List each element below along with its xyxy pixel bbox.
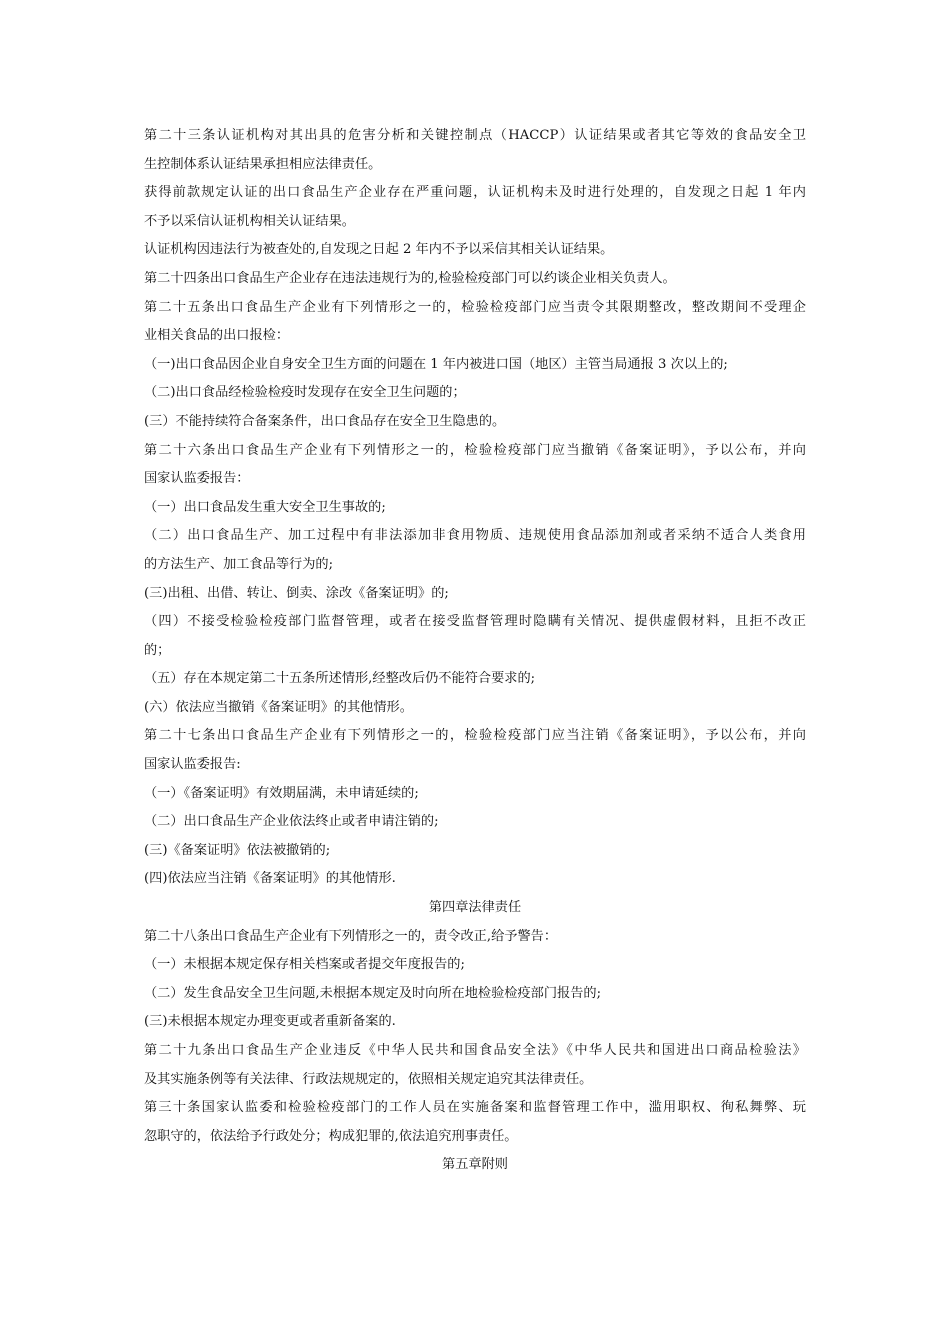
paragraph	[144, 951, 806, 980]
paragraph	[144, 837, 806, 866]
paragraph	[144, 980, 806, 1009]
paragraph-line: (三）不能持续符合备案条件，出口食品存在安全卫生隐患的。	[144, 413, 506, 429]
paragraph	[144, 179, 806, 236]
paragraph	[144, 722, 806, 779]
paragraph	[144, 494, 806, 523]
paragraph	[144, 694, 806, 723]
paragraph	[144, 351, 806, 380]
paragraph-line: (六）依法应当撤销《备案证明》的其他情形。	[144, 699, 413, 715]
paragraph-line: 第二十四条出口食品生产企业存在违法违规行为的,检验检疫部门可以约谈企业相关负责人。	[144, 270, 676, 286]
paragraph	[144, 608, 806, 665]
paragraph-line: （五）存在本规定第二十五条所述情形,经整改后仍不能符合要求的;	[144, 671, 536, 687]
paragraph	[144, 122, 806, 179]
paragraph-line: 生控制体系认证结果承担相应法律责任。	[144, 156, 382, 172]
paragraph-line: （四）不接受检验检疫部门监督管理，或者在接受监督管理时隐瞒有关情况、提供虚假材料，且拒不改正	[144, 614, 806, 630]
paragraph-line: 第二十八条出口食品生产企业有下列情形之一的，责令改正,给予警告：	[144, 928, 558, 944]
paragraph-line: 第三十条国家认监委和检验检疫部门的工作人员在实施备案和监督管理工作中，滥用职权、徇私舞弊、玩	[144, 1100, 806, 1116]
paragraph-line: (三)未根据本规定办理变更或者重新备案的.	[144, 1014, 396, 1030]
paragraph-line: 国家认监委报告:	[144, 757, 241, 773]
paragraph-line: 及其实施条例等有关法律、行政法规规定的，依照相关规定追究其法律责任。	[144, 1071, 593, 1087]
paragraph-line: （二）发生食品安全卫生问题,未根据本规定及时向所在地检验检疫部门报告的;	[144, 985, 602, 1001]
paragraph-line: （一）《备案证明》有效期届满，未申请延续的;	[144, 785, 419, 801]
paragraph	[144, 808, 806, 837]
chapter-heading	[144, 1151, 806, 1180]
paragraph-line: 第二十三条认证机构对其出具的危害分析和关键控制点（HACCP）认证结果或者其它等效的食品安全卫	[144, 128, 806, 143]
chapter-heading-text: 第五章附则	[442, 1157, 508, 1173]
paragraph	[144, 408, 806, 437]
paragraph-line: (三)出租、出借、转让、倒卖、涂改《备案证明》的;	[144, 585, 449, 601]
paragraph-line: （二）出口食品生产企业依法终止或者申请注销的;	[144, 814, 439, 830]
paragraph-line: (三)《备案证明》依法被撤销的;	[144, 842, 331, 858]
paragraph-line: （二）出口食品生产、加工过程中有非法添加非食用物质、违规使用食品添加剂或者采纳不适合人类食用	[144, 528, 806, 544]
paragraph	[144, 1094, 806, 1151]
paragraph	[144, 379, 806, 408]
document-page	[144, 122, 806, 1180]
paragraph	[144, 923, 806, 952]
paragraph	[144, 780, 806, 809]
paragraph-line: （二)出口食品经检验检疫时发现存在安全卫生问题的；	[144, 385, 466, 401]
paragraph-line: 第二十九条出口食品生产企业违反《中华人民共和国食品安全法》《中华人民共和国进出口商品检验法》	[144, 1043, 806, 1058]
paragraph	[144, 865, 806, 894]
paragraph-line: （一）未根据本规定保存相关档案或者提交年度报告的;	[144, 957, 465, 973]
paragraph-line: 第二十六条出口食品生产企业有下列情形之一的，检验检疫部门应当撤销《备案证明》，予以公布，并向	[144, 442, 806, 458]
chapter-heading	[144, 894, 806, 923]
paragraph-line: 获得前款规定认证的出口食品生产企业存在严重问题，认证机构未及时进行处理的，自发现之日起 1 年内	[144, 185, 806, 201]
paragraph	[144, 522, 806, 579]
paragraph-line: 第二十五条出口食品生产企业有下列情形之一的，检验检疫部门应当责令其限期整改，整改期间不受理企	[144, 299, 806, 315]
paragraph	[144, 236, 806, 265]
paragraph-line: 第二十七条出口食品生产企业有下列情形之一的，检验检疫部门应当注销《备案证明》，予以公布，并向	[144, 728, 806, 744]
paragraph	[144, 437, 806, 494]
paragraph-line: 国家认监委报告：	[144, 471, 250, 487]
paragraph-line: （一）出口食品发生重大安全卫生事故的;	[144, 499, 386, 515]
paragraph-line: 业相关食品的出口报检：	[144, 328, 290, 344]
paragraph-line: 认证机构因违法行为被查处的,自发现之日起 2 年内不予以采信其相关认证结果。	[144, 242, 614, 258]
paragraph	[144, 265, 806, 294]
paragraph-line: （一)出口食品因企业自身安全卫生方面的问题在 1 年内被进口国（地区）主管当局通报 3 次以上的;	[144, 356, 728, 372]
paragraph	[144, 1037, 806, 1094]
paragraph-line: 不予以采信认证机构相关认证结果。	[144, 213, 355, 229]
paragraph	[144, 294, 806, 351]
paragraph-line: 的；	[144, 642, 171, 658]
chapter-heading-text: 第四章法律责任	[428, 900, 522, 916]
paragraph-line: (四)依法应当注销《备案证明》的其他情形.	[144, 871, 396, 887]
paragraph	[144, 580, 806, 609]
paragraph-line: 忽职守的，依法给予行政处分；构成犯罪的,依法追究刑事责任。	[144, 1128, 518, 1144]
paragraph	[144, 665, 806, 694]
paragraph-line: 的方法生产、加工食品等行为的;	[144, 556, 334, 572]
paragraph	[144, 1008, 806, 1037]
